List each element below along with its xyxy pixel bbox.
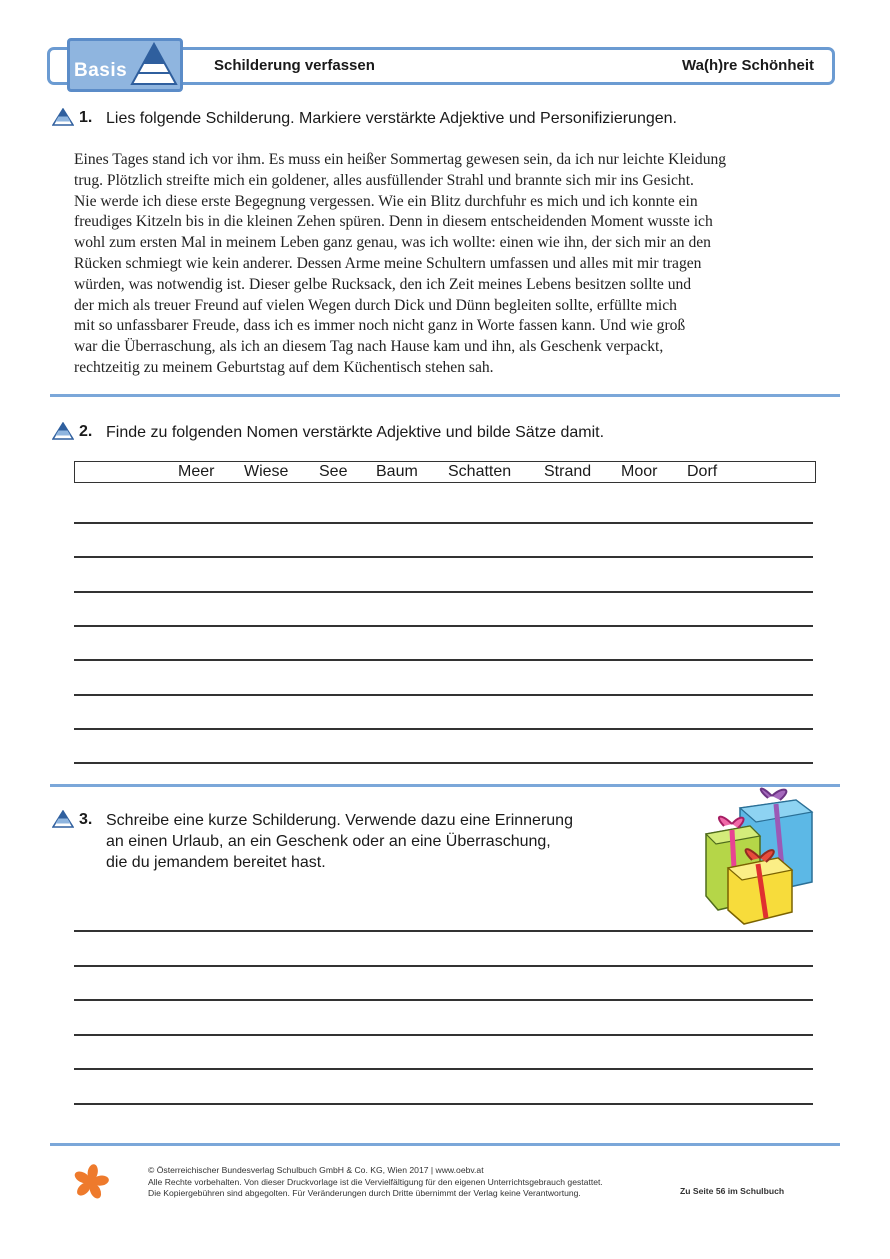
story-line: der mich als treuer Freund auf vielen Wegen durch Dick und Dünn begleiten sollte, erfüllte mich [74,296,677,314]
section-divider [50,394,840,397]
task3-instruction-line: Schreibe eine kurze Schilderung. Verwende dazu eine Erinnerung [106,812,573,829]
footer-line: © Österreichischer Bundesverlag Schulbuch GmbH & Co. KG, Wien 2017 | www.oebv.at [148,1165,484,1175]
task-level-icon [52,422,74,440]
noun-word: See [319,463,348,480]
task3-number: 3. [79,811,93,828]
writing-line[interactable] [74,522,813,524]
task2-number: 2. [79,423,93,440]
task-level-icon [52,810,74,828]
worksheet-topic: Wa(h)re Schönheit [682,57,814,74]
story-line: Rücken schmiegt wie kein anderer. Dessen Arme meine Schultern umfassen und alles mit mir tragen [74,254,702,272]
gift-boxes-illustration [700,786,818,928]
task-level-icon [52,108,74,126]
task1-instruction: Lies folgende Schilderung. Markiere verstärkte Adjektive und Personifizierungen. [106,110,677,127]
story-line: wohl zum ersten Mal in meinem Leben ganz genau, was ich wollte: einen wie ihn, der sich mir an den [74,234,711,252]
footer-line: Die Kopiergebühren sind abgegolten. Für Veränderungen durch Dritte übernimmt der Verlag keine Verantwortung. [148,1188,581,1198]
task2-instruction: Finde zu folgenden Nomen verstärkte Adjektive und bilde Sätze damit. [106,424,605,441]
writing-line[interactable] [74,659,813,661]
writing-line[interactable] [74,762,813,764]
noun-word: Baum [376,463,418,480]
section-divider [50,1143,840,1146]
noun-word: Wiese [244,463,289,480]
basis-badge-label: Basis [74,60,128,81]
writing-line[interactable] [74,556,813,558]
noun-word: Meer [178,463,215,480]
task3-instruction-line: die du jemandem bereitet hast. [106,854,326,871]
task3-instruction-line: an einen Urlaub, an ein Geschenk oder an eine Überraschung, [106,833,551,850]
writing-line[interactable] [74,965,813,967]
story-line: Eines Tages stand ich vor ihm. Es muss ein heißer Sommertag gewesen sein, da ich nur leichte Kleidung [74,151,727,168]
writing-line[interactable] [74,1103,813,1105]
story-text [74,150,834,379]
story-line: war die Überraschung, als ich an diesem Tag nach Hause kam und ihn, als Geschenk verpackt, [74,338,664,356]
writing-line[interactable] [74,999,813,1001]
worksheet-title: Schilderung verfassen [214,57,375,74]
schoolbook-reference: Zu Seite 56 im Schulbuch [680,1186,785,1196]
oebv-logo-icon [72,1163,110,1201]
writing-line[interactable] [74,694,813,696]
level-triangle-icon [130,42,178,86]
story-line: freudiges Kitzeln bis in die kleinen Zehen spüren. Denn in diesem entscheidenden Moment wusste ich [74,213,713,231]
noun-word: Schatten [448,463,512,480]
writing-line[interactable] [74,1034,813,1036]
noun-word: Strand [544,463,592,480]
writing-line[interactable] [74,728,813,730]
story-line: würden, was notwendig ist. Dieser gelbe Rucksack, den ich Zeit meines Lebens besitzen sollte und [74,275,692,293]
writing-line[interactable] [74,591,813,593]
writing-line[interactable] [74,1068,813,1070]
task1-number: 1. [79,109,93,126]
writing-line[interactable] [74,625,813,627]
noun-word: Dorf [687,463,718,480]
task3-instruction [106,810,573,873]
story-line: mit so unfassbarer Freude, dass ich es immer noch nicht ganz in Worte fassen kann. Und wie groß [74,317,686,335]
story-line: rechtzeitig zu meinem Geburtstag auf dem Küchentisch stehen sah. [74,358,494,376]
writing-line[interactable] [74,930,813,932]
footer-line: Alle Rechte vorbehalten. Von dieser Druckvorlage ist die Vervielfältigung für den eigenen Unterrichtsgebrauch gestattet. [148,1176,603,1187]
story-line: trug. Plötzlich streifte mich ein goldener, alles ausfüllender Strahl und brannte sich mir ins Gesicht. [74,171,694,189]
story-line: Nie werde ich diese erste Begegnung vergessen. Wie ein Blitz durchfuhr es mich und ich konnte ein [74,192,698,210]
noun-word: Moor [621,463,658,480]
footer-copyright [148,1165,603,1200]
